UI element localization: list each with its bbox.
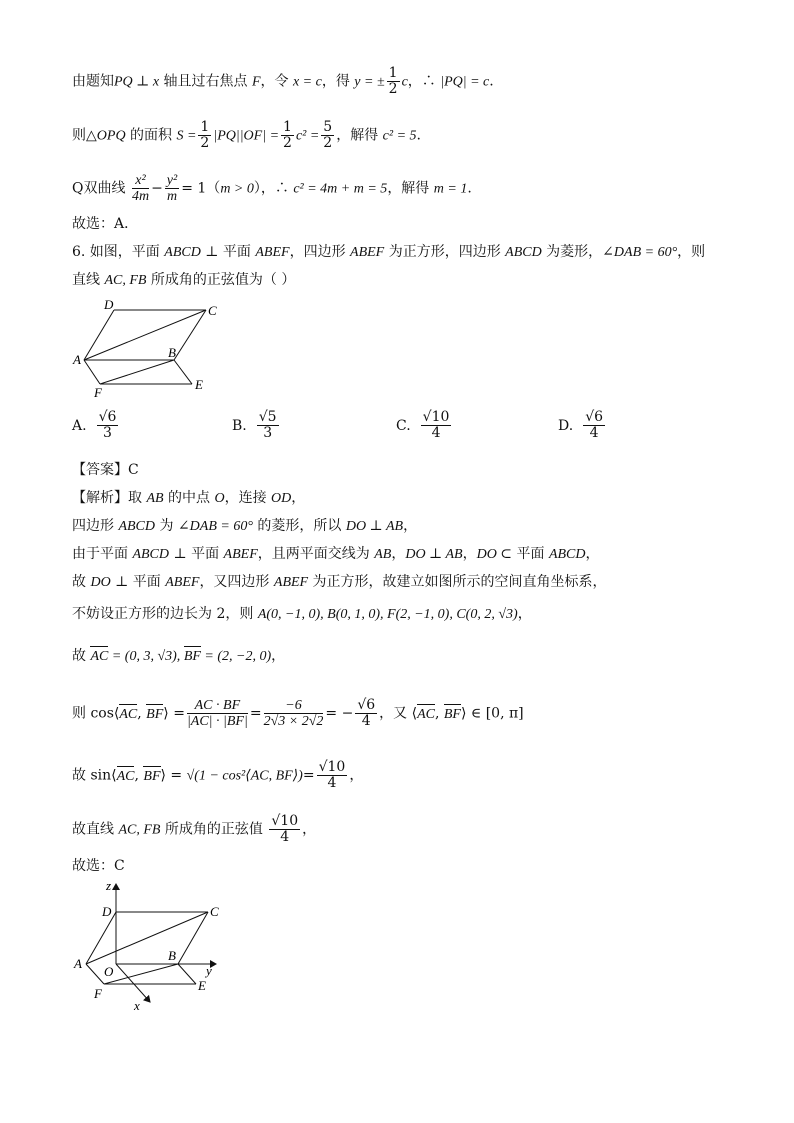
text: ⟩ =: [163, 705, 185, 722]
denominator: 2√3 × 2√2: [263, 714, 324, 729]
text: .: [416, 127, 421, 144]
numerator: √10: [422, 409, 450, 425]
math: AC, FB: [104, 273, 147, 288]
option-b: [232, 410, 281, 441]
text: ，四边形: [289, 244, 351, 260]
text: 故: [72, 648, 91, 664]
text: ，: [462, 546, 477, 562]
edge-cb: [178, 912, 208, 964]
solution-line-1: [72, 488, 305, 509]
text: ，: [391, 546, 406, 562]
solution-line-8: [72, 760, 363, 791]
text: .: [489, 73, 494, 90]
solution-line-7: [72, 698, 524, 729]
math: F: [251, 74, 261, 90]
text: 所成角的正弦值为（ ）: [146, 272, 296, 288]
math: c: [401, 74, 408, 90]
fraction: [317, 760, 348, 791]
fraction: [269, 814, 300, 845]
text: ，则: [677, 244, 706, 260]
text-line-1: [72, 66, 494, 97]
math: c² = 5: [382, 128, 417, 144]
text: ，令: [260, 73, 293, 90]
text: ,: [434, 705, 444, 722]
text: = 1（: [181, 180, 221, 197]
numerator: √5: [258, 409, 277, 425]
label-b: B: [168, 948, 176, 963]
vector-ac: AC: [119, 705, 137, 725]
numerator: 5: [323, 119, 333, 135]
numerator: √10: [271, 813, 299, 829]
text: ，: [349, 767, 364, 784]
text: ，连接: [224, 490, 272, 506]
vector-ac: AC: [417, 705, 435, 725]
option-letter: D.: [558, 417, 574, 434]
math: AB: [146, 491, 164, 506]
math: O: [214, 491, 225, 506]
text: 直线: [72, 272, 105, 288]
text: ⊥ 平面: [200, 244, 256, 260]
segment-fb: [100, 360, 174, 384]
text: 则 cos⟨: [72, 705, 120, 722]
text: ⟩ ∈ [0, π]: [460, 705, 524, 722]
edge-af: [86, 964, 104, 984]
label-c: C: [210, 904, 219, 919]
text: .: [467, 180, 472, 197]
text: ，又四边形: [199, 574, 274, 590]
text: 为正方形，四边形: [384, 244, 506, 260]
text-line-3: [72, 173, 472, 204]
denominator: 4: [327, 775, 337, 791]
math: PQ ⊥ x: [114, 74, 160, 90]
numerator: √6: [98, 409, 117, 425]
math: ABCD: [505, 245, 542, 260]
math: ABCD: [548, 547, 586, 562]
vector-bf: BF: [444, 705, 461, 725]
label-f: F: [94, 986, 102, 1001]
vector-ac: AC: [117, 767, 135, 787]
math: ABCD: [164, 245, 201, 260]
vector-ac: AC: [90, 647, 108, 667]
text: ，: [302, 821, 317, 838]
fraction: [387, 66, 400, 97]
numerator: √6: [357, 697, 376, 713]
coordinate-system-figure: [68, 878, 238, 1014]
vector-bf: BF: [146, 705, 163, 725]
math: x = c: [292, 74, 322, 90]
text: Q双曲线: [72, 180, 130, 197]
math: ∠DAB = 60°: [177, 519, 253, 534]
label-c: C: [208, 303, 217, 318]
numerator: y²: [166, 173, 178, 188]
math: ABEF: [223, 547, 258, 562]
numerator: 1: [283, 119, 292, 135]
answer-line: 【答案】C: [72, 462, 139, 478]
math: DO ⊥ AB: [405, 547, 463, 562]
vector-bf: BF: [184, 647, 201, 667]
math: y = ±: [354, 74, 385, 90]
math: ∠DAB = 60°: [602, 245, 678, 260]
text: ⟩ =: [160, 767, 187, 784]
fraction: [198, 120, 211, 151]
fraction: [281, 120, 294, 151]
text: 【解析】取: [72, 490, 147, 506]
text: 为: [155, 518, 178, 534]
fraction: [187, 698, 248, 729]
math: √(1 − cos²⟨AC, BF⟩): [186, 768, 303, 784]
denominator: 4: [431, 425, 441, 441]
text: 故: [72, 574, 91, 590]
text: ⊥ 平面: [110, 574, 166, 590]
label-d: D: [104, 297, 114, 312]
math: S =: [176, 128, 197, 144]
text: 6. 如图，平面: [72, 244, 165, 260]
label-a: A: [73, 352, 81, 367]
text: = −: [325, 705, 354, 722]
math: = (0, 3, √3),: [108, 649, 184, 664]
text: ，: [271, 648, 286, 664]
math: ABEF: [255, 245, 290, 260]
text: 由于平面: [72, 546, 133, 562]
question-line-1: [72, 242, 705, 263]
denominator: 2: [283, 135, 292, 151]
fraction: [165, 173, 179, 204]
text: ,: [134, 767, 144, 784]
text: ，: [403, 518, 418, 534]
option-letter: A.: [72, 417, 87, 434]
math: c² =: [295, 128, 320, 144]
math: m = 1: [433, 181, 468, 197]
diagonal-ac: [84, 310, 206, 360]
math: ABEF: [350, 245, 385, 260]
fraction: [355, 698, 377, 729]
math: ABEF: [273, 575, 309, 590]
math: DO ⊥ AB: [345, 519, 404, 534]
numerator: 1: [200, 119, 210, 135]
solution-line-4: [72, 572, 607, 593]
math: |PQ||OF| =: [213, 128, 280, 144]
option-value: [583, 410, 605, 441]
text: ，解得: [387, 180, 434, 197]
denominator: 3: [263, 425, 273, 441]
text: 则△: [72, 127, 97, 144]
text: ，: [585, 546, 600, 562]
text: 四边形: [72, 518, 119, 534]
option-letter: C.: [396, 417, 411, 434]
numerator: x²: [132, 173, 149, 189]
numerator: −6: [264, 698, 324, 714]
text: ，解得: [336, 127, 383, 144]
math: A(0, −1, 0), B(0, 1, 0), F(2, −1, 0), C(0, 2, √3): [257, 607, 518, 622]
text: ，又 ⟨: [379, 705, 418, 722]
edge-eb: [178, 964, 196, 984]
math: OD: [271, 491, 292, 506]
option-value: [97, 410, 119, 441]
text: 平面: [512, 546, 549, 562]
numerator: √10: [318, 759, 346, 775]
question-line-2: [72, 270, 295, 291]
label-d: D: [102, 904, 112, 919]
fraction: [132, 173, 149, 204]
label-e: E: [195, 377, 203, 392]
edge-cb: [174, 310, 206, 360]
math: OPQ: [96, 128, 126, 144]
math: c² = 4m + m = 5: [293, 181, 388, 197]
denominator: 4: [361, 713, 371, 729]
text: ,: [137, 705, 147, 722]
solution-line-9: [72, 814, 316, 845]
solution-line-5: [72, 604, 532, 625]
option-value: [421, 410, 452, 441]
math: DO ⊂: [476, 547, 513, 562]
label-z: z: [106, 878, 112, 893]
math: |PQ| = c: [440, 74, 490, 90]
text: ，得: [321, 73, 355, 90]
text: 故 sin⟨: [72, 767, 117, 784]
math: DO: [90, 575, 111, 590]
denominator: 2: [388, 81, 398, 97]
text-line-2: [72, 120, 421, 151]
text: ，∴: [407, 73, 441, 90]
text: 不妨设正方形的边长为 2，则: [72, 606, 258, 622]
label-a: A: [74, 956, 82, 971]
denominator: 3: [103, 425, 112, 441]
math: AB: [374, 547, 392, 562]
text: =: [302, 767, 315, 784]
math: m > 0: [220, 181, 254, 197]
math: AC, FB: [118, 822, 161, 838]
solution-line-3: [72, 544, 600, 565]
edge-ad: [86, 912, 116, 964]
option-a: [72, 410, 120, 441]
segment-fb: [104, 964, 178, 984]
solution-line-10: 故选：C: [72, 858, 125, 874]
label-f: F: [94, 385, 102, 400]
numerator: AC · BF: [187, 698, 248, 714]
label-e: E: [198, 978, 206, 993]
text: 的中点: [163, 490, 215, 506]
text: 的菱形，所以: [252, 518, 346, 534]
edge-ad: [84, 310, 114, 360]
vector-bf: BF: [143, 767, 160, 787]
label-o: O: [104, 964, 114, 979]
math: = (2, −2, 0): [200, 649, 272, 664]
option-d: [558, 410, 607, 441]
text: ⊥ 平面: [169, 546, 224, 562]
math: ABEF: [165, 575, 200, 590]
denominator: 2: [323, 135, 333, 151]
text: ），∴: [253, 180, 294, 197]
text: 为正方形，故建立如图所示的空间直角坐标系，: [308, 574, 607, 590]
denominator: 4m: [131, 189, 150, 204]
denominator: m: [166, 189, 178, 204]
edge-af: [84, 360, 100, 384]
text: ，且两平面交线为: [257, 546, 375, 562]
solution-line-6: [72, 646, 285, 667]
diagonal-ac: [86, 912, 208, 964]
answer-options: [72, 410, 692, 456]
text: 为菱形，: [541, 244, 603, 260]
text: 轴且过右焦点: [159, 73, 252, 90]
label-x: x: [134, 998, 140, 1013]
text: ，: [517, 606, 532, 622]
numerator: 1: [388, 65, 398, 81]
text: 故直线: [72, 821, 119, 838]
text: −: [151, 180, 163, 197]
text: 所成角的正弦值: [160, 821, 268, 838]
edge-eb: [174, 360, 192, 384]
math: ABCD: [132, 547, 170, 562]
text: =: [249, 705, 262, 722]
fraction: [321, 120, 334, 151]
solution-line-2: [72, 516, 417, 537]
text: ，: [291, 490, 306, 506]
fraction: [264, 698, 324, 729]
x-axis: [116, 964, 150, 1002]
text: 由题知: [72, 73, 114, 90]
math: ABCD: [118, 519, 156, 534]
label-b: B: [168, 345, 176, 360]
numerator: √6: [585, 409, 604, 425]
option-c: [396, 410, 453, 441]
option-letter: B.: [232, 417, 247, 434]
rhombus-square-figure: [68, 296, 228, 402]
denominator: 4: [589, 425, 599, 441]
denominator: 4: [280, 829, 290, 845]
denominator: |AC| · |BF|: [186, 714, 248, 729]
text: 的面积: [125, 127, 177, 144]
option-value: [257, 410, 279, 441]
text-line-4: 故选：A．: [72, 216, 139, 232]
denominator: 2: [200, 135, 210, 151]
label-y: y: [206, 963, 212, 978]
